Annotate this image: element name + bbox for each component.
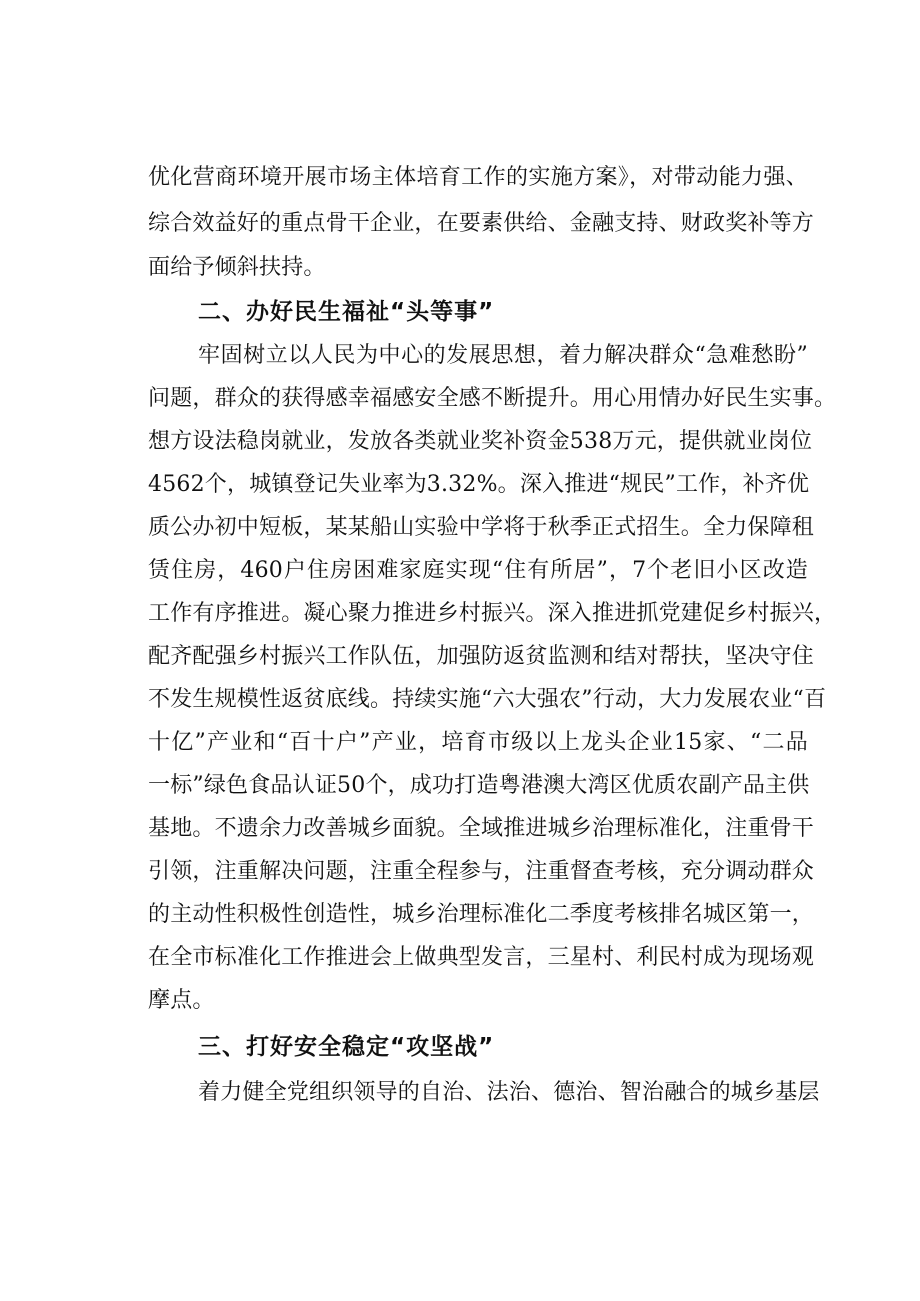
- paragraph-line: 质公办初中短板，某某船山实验中学将于秋季正式招生。全力保障租: [148, 515, 815, 540]
- paragraph-line: 想方设法稳岗就业，发放各类就业奖补资金538万元，提供就业岗位: [148, 429, 813, 454]
- paragraph-line: 4562个，城镇登记失业率为3.32%。深入推进“规民”工作，补齐优: [148, 472, 810, 497]
- paragraph-line: 引领，注重解决问题，注重全程参与，注重督查考核，充分调动群众: [148, 859, 815, 884]
- section-heading-3: 三、打好安全稳定“攻坚战”: [198, 1034, 495, 1060]
- paragraph-line: 基地。不遗余力改善城乡面貌。全域推进城乡治理标准化，注重骨干: [148, 816, 815, 841]
- paragraph-line: 在全市标准化工作推进会上做典型发言，三星村、利民村成为现场观: [148, 945, 815, 970]
- paragraph-line: 牢固树立以人民为中心的发展思想，着力解决群众“急难愁盼”: [198, 343, 808, 368]
- paragraph-line: 工作有序推进。凝心聚力推进乡村振兴。深入推进抓党建促乡村振兴，: [148, 601, 837, 626]
- paragraph-line: 摩点。: [148, 988, 215, 1013]
- section-heading-2: 二、办好民生福祉“头等事”: [198, 299, 495, 325]
- paragraph-line: 的主动性积极性创造性，城乡治理标准化二季度考核排名城区第一，: [148, 902, 815, 927]
- paragraph-line: 配齐配强乡村振兴工作队伍，加强防返贫监测和结对帮扶，坚决守住: [148, 644, 815, 669]
- paragraph-line: 赁住房，460户住房困难家庭实现“住有所居”，7个老旧小区改造: [148, 558, 808, 583]
- paragraph-line: 综合效益好的重点骨干企业，在要素供给、金融支持、财政奖补等方: [148, 211, 815, 236]
- paragraph-line: 优化营商环境开展市场主体培育工作的实施方案》，对带动能力强、: [148, 165, 808, 190]
- paragraph-line: 一标”绿色食品认证50个，成功打造粤港澳大湾区优质农副产品主供: [148, 773, 810, 798]
- paragraph-line: 十亿”产业和“百十户”产业，培育市级以上龙头企业15家、“二品: [148, 730, 808, 755]
- paragraph-line: 问题，群众的获得感幸福感安全感不断提升。用心用情办好民生实事。: [148, 386, 837, 411]
- paragraph-line: 面给予倾斜扶持。: [148, 255, 326, 280]
- paragraph-line: 着力健全党组织领导的自治、法治、德治、智治融合的城乡基层: [198, 1080, 820, 1105]
- paragraph-line: 不发生规模性返贫底线。持续实施“六大强农”行动，大力发展农业“百: [148, 687, 827, 712]
